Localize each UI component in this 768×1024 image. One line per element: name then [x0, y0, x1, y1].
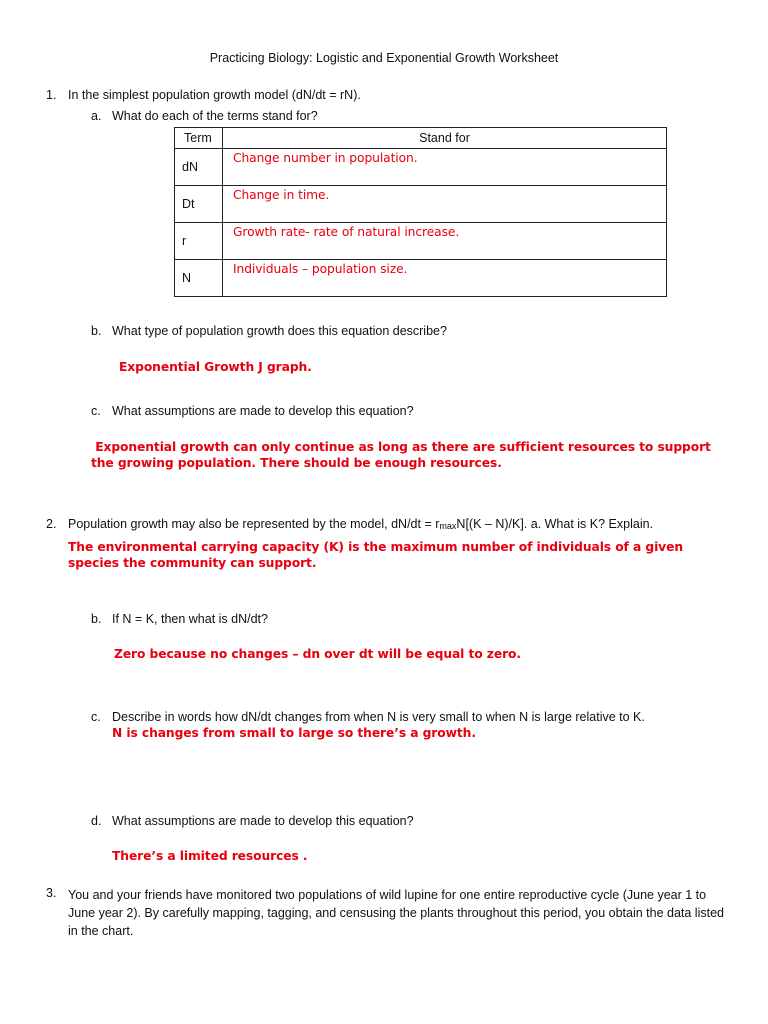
stand-for-answer: Change in time.: [223, 186, 667, 223]
stand-for-answer: Individuals – population size.: [223, 260, 667, 297]
q2d-text: What assumptions are made to develop this equation?: [112, 814, 414, 828]
q1-text: In the simplest population growth model (dN/dt = rN).: [68, 88, 361, 102]
q2-number: 2.: [46, 517, 57, 531]
header-stand-for: Stand for: [223, 128, 667, 149]
q2c-text: Describe in words how dN/dt changes from when N is very small to when N is large relative to K.: [112, 710, 645, 724]
q2c-answer: N is changes from small to large so there’s a growth.: [112, 726, 476, 740]
q1c-answer: Exponential growth can only continue as long as there are sufficient resources to support the growing population. There should be enough resources.: [91, 440, 716, 470]
q2b-answer: Zero because no changes – dn over dt will be equal to zero.: [114, 647, 521, 661]
term-cell: dN: [175, 149, 223, 186]
q1a-text: What do each of the terms stand for?: [112, 109, 318, 123]
term-cell: N: [175, 260, 223, 297]
q1c-letter: c.: [91, 404, 101, 418]
q2-text-sub: max: [439, 521, 457, 531]
terms-table: [174, 127, 667, 297]
q1c-text: What assumptions are made to develop this equation?: [112, 404, 414, 418]
q1b-answer: Exponential Growth J graph.: [119, 360, 312, 374]
q1b-text: What type of population growth does this equation describe?: [112, 324, 447, 338]
table-row: [175, 186, 667, 223]
table-header-row: [175, 128, 667, 149]
stand-for-answer: Growth rate- rate of natural increase.: [223, 223, 667, 260]
table-row: [175, 149, 667, 186]
q3-text: You and your friends have monitored two populations of wild lupine for one entire reproductive cycle (June year 1 to June year 2). By carefully mapping, tagging, and censusing the plants throughout this period, you obtain the data listed in the chart.: [68, 888, 724, 938]
table-row: [175, 260, 667, 297]
page-title: Practicing Biology: Logistic and Exponential Growth Worksheet: [209, 51, 559, 65]
q2d-answer: There’s a limited resources .: [112, 849, 308, 863]
header-term: Term: [175, 128, 223, 149]
table-row: [175, 223, 667, 260]
term-cell: r: [175, 223, 223, 260]
q2-text-before: Population growth may also be represented by the model, dN/dt = r: [68, 517, 440, 531]
q3-number: 3.: [46, 886, 57, 900]
q1b-letter: b.: [91, 324, 102, 338]
q1-number: 1.: [46, 88, 57, 102]
q2b-text: If N = K, then what is dN/dt?: [112, 612, 268, 626]
q2d-letter: d.: [91, 814, 102, 828]
q1a-letter: a.: [91, 109, 102, 123]
q2c-letter: c.: [91, 710, 101, 724]
q2b-letter: b.: [91, 612, 102, 626]
stand-for-answer: Change number in population.: [223, 149, 667, 186]
q2-text: [68, 517, 653, 531]
q2a-answer: The environmental carrying capacity (K) is the maximum number of individuals of a given species the community can support.: [68, 540, 683, 570]
term-cell: Dt: [175, 186, 223, 223]
q2-text-after: N[(K – N)/K]. a. What is K? Explain.: [456, 517, 654, 531]
